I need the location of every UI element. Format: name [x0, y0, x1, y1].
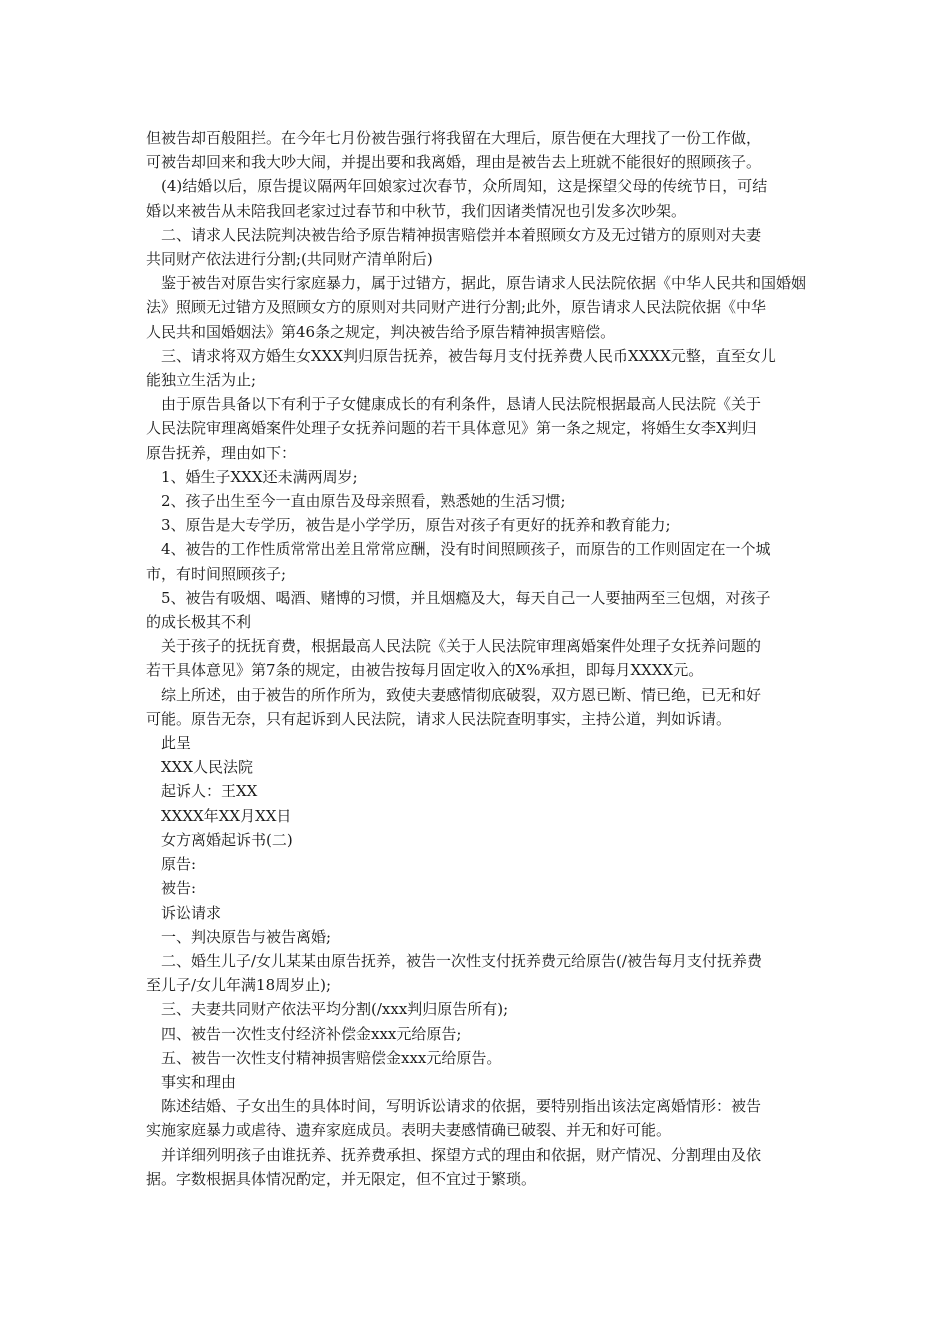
- text-line: 人民共和国婚姻法》第46条之规定，判决被告给予原告精神损害赔偿。: [146, 322, 616, 341]
- text-line: 婚以来被告从未陪我回老家过过春节和中秋节，我们因诸类情况也引发多次吵架。: [146, 201, 687, 220]
- text-line: XXXX年XX月XX日: [161, 806, 292, 825]
- text-line: XXX人民法院: [161, 758, 254, 777]
- text-line: 诉讼请求: [161, 903, 222, 922]
- text-line: (4)结婚以后，原告提议隔两年回娘家过次春节，众所周知，这是探望父母的传统节日，可结: [161, 177, 768, 196]
- text-line: 二、请求人民法院判决被告给予原告精神损害赔偿并本着照顾女方及无过错方的原则对夫妻: [161, 225, 762, 244]
- text-line: 原告抚养，理由如下：: [146, 443, 297, 462]
- text-line: 并详细列明孩子由谁抚养、抚养费承担、探望方式的理由和依据，财产情况、分割理由及依: [161, 1145, 762, 1164]
- text-line: 被告:: [161, 879, 197, 898]
- text-line: 共同财产依法进行分割;(共同财产清单附后): [146, 250, 433, 269]
- document-body: [146, 126, 810, 1191]
- text-line: 若干具体意见》第7条的规定，由被告按每月固定收入的X%承担，即每月XXXX元。: [146, 661, 704, 680]
- text-line: 4、被告的工作性质常常出差且常常应酬，没有时间照顾孩子，而原告的工作则固定在一个城: [161, 540, 771, 559]
- text-line: 事实和理由: [161, 1072, 237, 1091]
- text-line: 1、婚生子XXX还未满两周岁;: [161, 467, 358, 486]
- text-line: 但被告却百般阻拦。在今年七月份被告强行将我留在大理后，原告便在大理找了一份工作做，: [146, 129, 762, 147]
- text-line: 三、请求将双方婚生女XXX判归原告抚养，被告每月支付抚养费人民币XXXX元整，直至女儿: [161, 346, 776, 365]
- text-line: 四、被告一次性支付经济补偿金xxx元给原告;: [161, 1024, 462, 1043]
- text-line: 人民法院审理离婚案件处理子女抚养问题的若干具体意见》第一条之规定，将婚生女李X判归: [146, 419, 757, 438]
- text-line: 此呈: [161, 734, 192, 753]
- text-line: 实施家庭暴力或虐待、遗弃家庭成员。表明夫妻感情确已破裂、并无和好可能。: [146, 1121, 672, 1140]
- text-line: 由于原告具备以下有利于子女健康成长的有利条件，恳请人民法院根据最高人民法院《关于: [161, 395, 762, 414]
- text-line: 可能。原告无奈，只有起诉到人民法院，请求人民法院查明事实，主持公道，判如诉请。: [146, 709, 732, 728]
- text-line: 综上所述，由于被告的所作所为，致使夫妻感情彻底破裂，双方恩已断、情已绝，已无和好: [161, 685, 762, 704]
- text-line: 陈述结婚、子女出生的具体时间，写明诉讼请求的依据，要特别指出该法定离婚情形：被告: [161, 1097, 762, 1116]
- text-line: 三、夫妻共同财产依法平均分割(/xxx判归原告所有);: [161, 1000, 509, 1019]
- text-line: 起诉人：王XX: [161, 782, 258, 801]
- text-line: 5、被告有吸烟、喝酒、赌博的习惯，并且烟瘾及大，每天自己一人要抽两至三包烟，对孩子: [161, 588, 771, 607]
- text-line: 鉴于被告对原告实行家庭暴力，属于过错方，据此，原告请求人民法院依据《中华人民共和国婚姻: [161, 274, 807, 293]
- text-line: 可被告却回来和我大吵大闹，并提出要和我离婚，理由是被告去上班就不能很好的照顾孩子。: [146, 153, 762, 172]
- text-line: 女方离婚起诉书(二): [161, 830, 293, 849]
- text-line: 市，有时间照顾孩子;: [146, 564, 287, 583]
- text-line: 二、婚生儿子/女儿某某由原告抚养，被告一次性支付抚养费元给原告(/被告每月支付抚养费: [161, 951, 762, 970]
- text-line: 一、判决原告与被告离婚;: [161, 927, 332, 946]
- text-line: 法》照顾无过错方及照顾女方的原则对共同财产进行分割;此外，原告请求人民法院依据《中华: [146, 298, 767, 317]
- text-line: 3、原告是大专学历，被告是小学学历，原告对孩子有更好的抚养和教育能力;: [161, 516, 671, 535]
- text-line: 能独立生活为止;: [146, 371, 257, 390]
- text-line: 至儿子/女儿年满18周岁止);: [146, 976, 332, 995]
- text-line: 据。字数根据具体情况酌定，并无限定，但不宜过于繁琐。: [146, 1169, 537, 1188]
- text-line: 关于孩子的抚抚育费，根据最高人民法院《关于人民法院审理离婚案件处理子女抚养问题的: [161, 637, 762, 656]
- text-line: 原告:: [161, 855, 197, 874]
- text-line: 的成长极其不利: [146, 613, 252, 632]
- text-line: 2、孩子出生至今一直由原告及母亲照看，熟悉她的生活习惯;: [161, 492, 566, 511]
- text-line: 五、被告一次性支付精神损害赔偿金xxx元给原告。: [161, 1048, 502, 1067]
